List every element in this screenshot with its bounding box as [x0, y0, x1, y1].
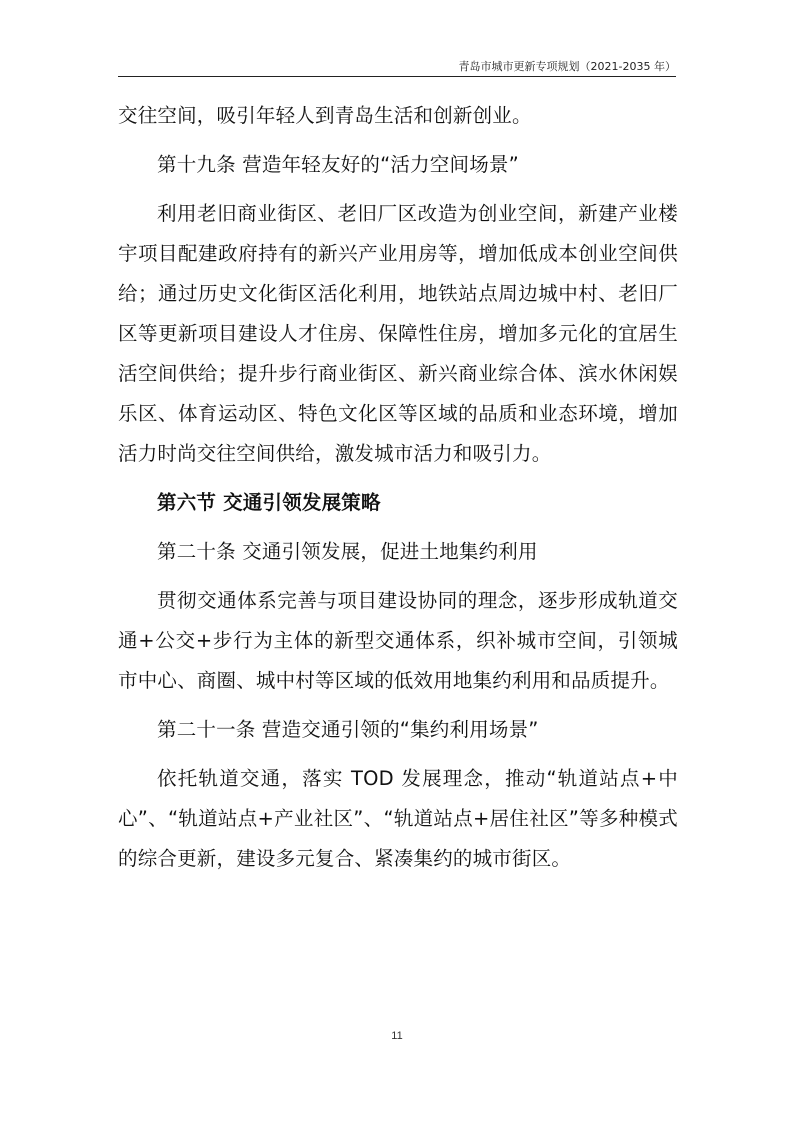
paragraph-continuation: 交往空间，吸引年轻人到青岛生活和创新创业。: [118, 104, 532, 127]
header-rule: [118, 76, 676, 77]
article-21-heading: 第二十一条 营造交通引领的“集约利用场景”: [157, 718, 539, 741]
article-20-heading: 第二十条 交通引领发展，促进土地集约利用: [157, 540, 538, 563]
article-19-body: 利用老旧商业街区、老旧厂区改造为创业空间，新建产业楼宇项目配建政府持有的新兴产业用房等，增加低成本创业空间供给；通过历史文化街区活化利用，地铁站点周边城中村、老旧厂区等更新项目建设人才住房、保障性住房，增加多元化的宜居生活空间供给；提升步行商业街区、新兴商业综合体、滨水休闲娱乐区、体育运动区、特色文化区等区域的品质和业态环境，增加活力时尚交往空间供给，激发城市活力和吸引力。: [118, 202, 678, 465]
document-body: [118, 96, 678, 888]
article-21-body: 依托轨道交通，落实 TOD 发展理念，推动“轨道站点+中心”、“轨道站点+产业社区”、“轨道站点+居住社区”等多种模式的综合更新，建设多元复合、紧凑集约的城市街区。: [118, 767, 678, 870]
section-6-heading: 第六节 交通引领发展策略: [157, 491, 381, 514]
article-20-body: 贯彻交通体系完善与项目建设协同的理念，逐步形成轨道交通+公交+步行为主体的新型交通体系，织补城市空间，引领城市中心、商圈、城中村等区域的低效用地集约利用和品质提升。: [118, 589, 678, 692]
running-header: 青岛市城市更新专项规划（2021-2035 年）: [458, 60, 676, 73]
page-number: 11: [391, 1030, 403, 1042]
article-19-heading: 第十九条 营造年轻友好的“活力空间场景”: [157, 153, 519, 176]
